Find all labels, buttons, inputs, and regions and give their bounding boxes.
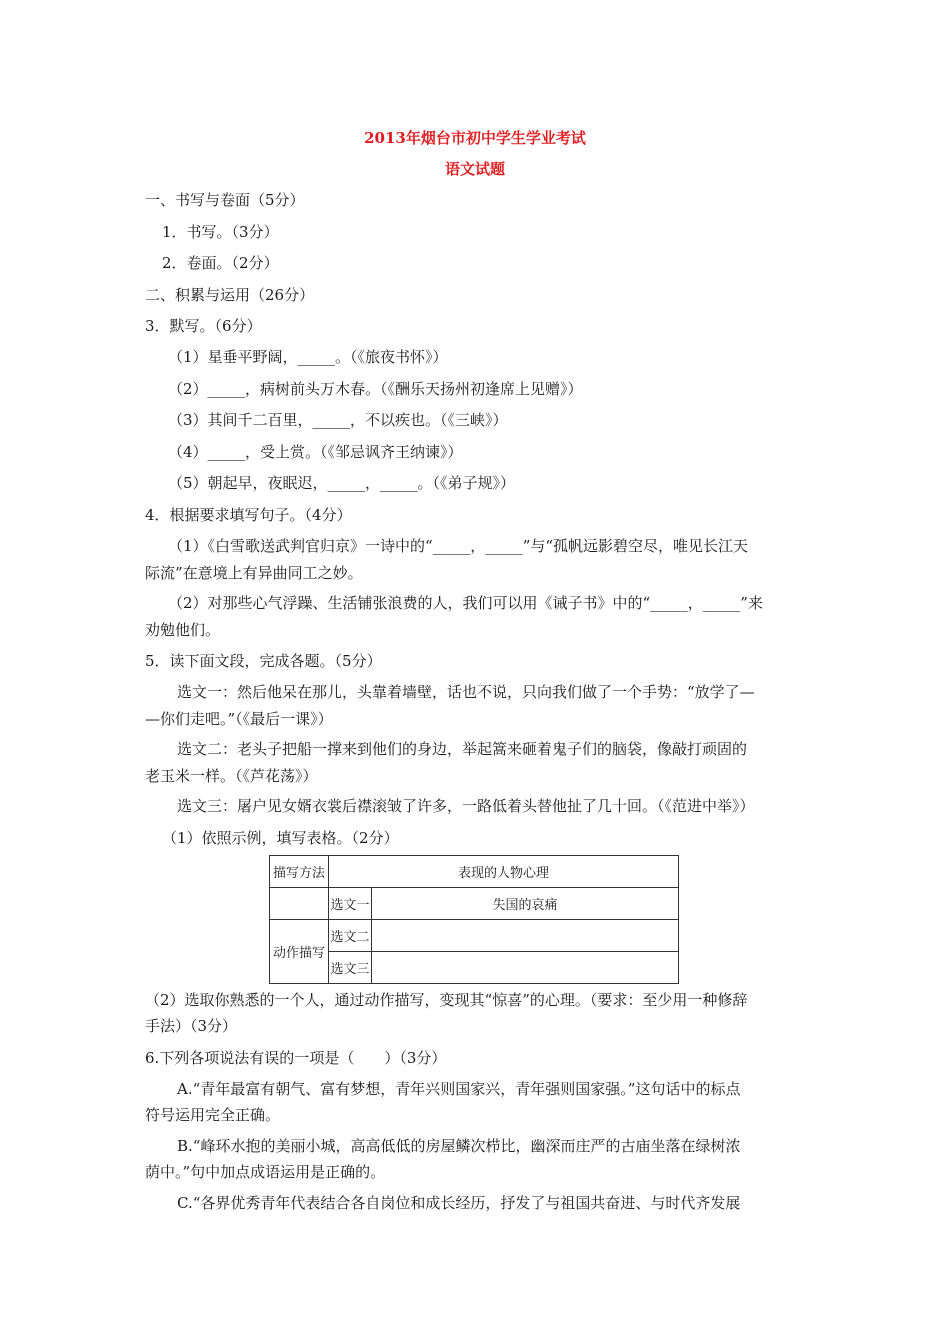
passage-2: 选文二：老头子把船一撑来到他们的身边，举起篙来砸着鬼子们的脑袋，像敲打顽固的 (177, 740, 748, 758)
table-cell-answer-blank[interactable] (372, 920, 679, 952)
table-row (270, 920, 679, 952)
section-heading-2: 二、积累与运用（26分） (145, 286, 315, 304)
exam-subtitle: 语文试题 (444, 160, 505, 178)
question-3-stem: 3．默写。（6分） (145, 317, 262, 335)
section-heading-1: 一、书写与卷面（5分） (145, 191, 305, 209)
question-1: 1．书写。（3分） (162, 223, 279, 241)
exam-title: 2013年烟台市初中学生学业考试 (364, 129, 586, 147)
option-c: C.“各界优秀青年代表结合各自岗位和成长经历，抒发了与祖国共奋进、与时代齐发展 (177, 1194, 741, 1212)
question-3-item: （3）其间千二百里，_____，不以疾也。（《三峡》） (168, 411, 508, 429)
option-b: B.“峰环水抱的美丽小城，高高低低的房屋鳞次栉比，幽深而庄严的古庙坐落在绿树浓 (177, 1137, 741, 1155)
question-4-part-2-cont: 劝勉他们。 (145, 621, 221, 639)
question-5-sub-2: （2）选取你熟悉的一个人，通过动作描写，变现其“惊喜”的心理。（要求：至少用一种修辞 (145, 991, 748, 1009)
question-3-item: （2）_____，病树前头万木春。（《酬乐天扬州初逢席上见赠》） (168, 380, 583, 398)
passage-2-cont: 老玉米一样。（《芦花荡》） (145, 767, 318, 785)
table-row (270, 856, 679, 888)
passage-3: 选文三：屠户见女婿衣裳后襟滚皱了许多，一路低着头替他扯了几十回。（《范进中举》） (177, 797, 755, 815)
question-6-stem: 6.下列各项说法有误的一项是（ ）（3分） (145, 1049, 447, 1067)
question-2: 2．卷面。（2分） (162, 254, 279, 272)
question-4-part-1: （1）《白雪歌送武判官归京》一诗中的“_____，_____”与“孤帆远影碧空尽，唯见长江天 (168, 537, 749, 555)
table-cell-answer-blank[interactable] (372, 952, 679, 984)
question-4-stem: 4．根据要求填写句子。（4分） (145, 506, 352, 524)
table-header-mind: 表现的人物心理 (329, 856, 679, 888)
table-header-method: 描写方法 (270, 856, 329, 888)
table-cell-method: 动作描写 (270, 920, 329, 984)
question-3-item: （4）_____，受上赏。（《邹忌讽齐王纳谏》） (168, 443, 463, 461)
option-a: A.“青年最富有朝气、富有梦想，青年兴则国家兴，青年强则国家强。”这句话中的标点 (177, 1080, 741, 1098)
question-5-sub-1: （1）依照示例，填写表格。（2分） (162, 829, 399, 847)
passage-1-cont: —你们走吧。”（《最后一课》） (145, 710, 333, 728)
table-cell-passage: 选文三 (329, 952, 372, 984)
passage-1: 选文一：然后他呆在那儿，头靠着墙壁，话也不说，只向我们做了一个手势：“放学了— (177, 683, 755, 701)
table-cell-empty (270, 888, 329, 920)
question-3-item: （5）朝起早，夜眠迟，_____，_____。（《弟子规》） (168, 474, 516, 492)
option-b-cont: 荫中。”句中加点成语运用是正确的。 (145, 1163, 386, 1181)
table-row (270, 888, 679, 920)
table-cell-passage: 选文二 (329, 920, 372, 952)
question-5-sub-2-cont: 手法）（3分） (145, 1017, 238, 1035)
question-5-stem: 5．读下面文段，完成各题。（5分） (145, 652, 382, 670)
table-cell-example: 失国的哀痛 (372, 888, 679, 920)
answer-table (269, 855, 679, 984)
table-row (270, 952, 679, 984)
question-3-item: （1）星垂平野阔，_____。（《旅夜书怀》） (168, 348, 448, 366)
table-cell-passage: 选文一 (329, 888, 372, 920)
question-4-part-1-cont: 际流”在意境上有异曲同工之妙。 (145, 564, 363, 582)
question-4-part-2: （2）对那些心气浮躁、生活铺张浪费的人，我们可以用《诫子书》中的“_____，_____”来 (168, 594, 763, 612)
option-a-cont: 符号运用完全正确。 (145, 1106, 281, 1124)
